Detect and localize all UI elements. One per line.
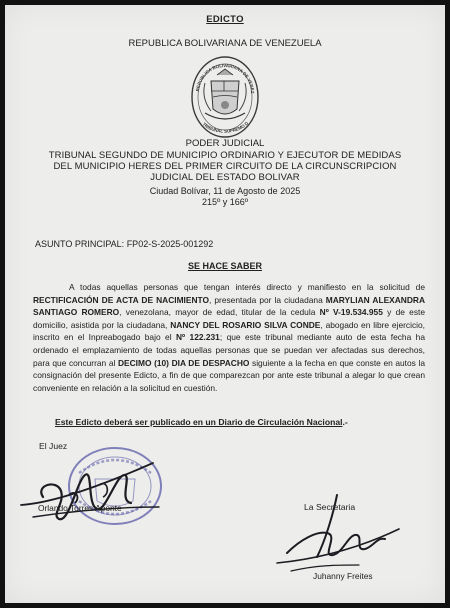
edict-body	[33, 281, 425, 394]
seal-bottom-text: TRIBUNAL SUPREMO D	[201, 120, 250, 134]
body-bold-6: DECIMO (10) DIA DE DESPACHO	[117, 357, 250, 368]
se-hace-saber: SE HACE SABER	[187, 261, 262, 271]
tribunal-line-2: DEL MUNICIPIO HERES DEL PRIMER CIRCUITO DE LA CIRCUNSCRIPCION	[53, 161, 397, 172]
years-line: 215º y 166º	[201, 197, 249, 207]
body-text-4: y de este domicilio, asistida por la ciudadana,	[33, 307, 426, 330]
case-number: ASUNTO PRINCIPAL: FP02-S-2025-001292	[35, 239, 214, 249]
body-text-2: , presentada por la ciudadana	[209, 294, 326, 305]
body-bold-4: NANCY DEL ROSARIO SILVA CONDE	[170, 319, 321, 330]
document-page	[5, 5, 445, 603]
body-bold-3: Nº V-19.534.955	[319, 307, 383, 318]
secretary-name: Juhanny Freites	[313, 571, 373, 581]
document-title: EDICTO	[206, 14, 244, 25]
body-bold-1: RECTIFICACIÓN DE ACTA DE NACIMIENTO	[33, 294, 209, 305]
body-bold-2: MARYLIAN ALEXANDRA SANTIAGO ROMERO	[33, 294, 425, 318]
publication-note	[55, 417, 348, 427]
judge-name: Orlando Torres Aponte	[38, 503, 122, 513]
tribunal-line-1: TRIBUNAL SEGUNDO DE MUNICIPIO ORDINARIO Y EJECUTOR DE MEDIDAS	[48, 150, 402, 161]
secretary-label: La Secretaria	[304, 502, 356, 512]
body-text-5: , abogado en libre ejercicio, inscrito en el Inpreabogado bajo el	[33, 319, 425, 343]
secretary-signature	[267, 485, 417, 580]
judge-signature	[13, 445, 163, 535]
city-date: Ciudad Bolívar, 11 de Agosto de 2025	[149, 186, 301, 196]
body-text-3: , venezolana, mayor de edad, titular de la cedula	[119, 307, 320, 318]
body-text-1: A todas aquellas personas que tengan interés directo y manifiesto en la solicitud de	[69, 282, 425, 292]
national-seal-icon	[189, 53, 261, 139]
tribunal-line-3: JUDICIAL DEL ESTADO BOLIVAR	[150, 172, 300, 183]
poder-heading: PODER JUDICIAL	[185, 138, 265, 149]
republic-heading: REPUBLICA BOLIVARIANA DE VENEZUELA	[128, 38, 322, 49]
body-bold-5: Nº 122.231	[176, 332, 220, 343]
judge-label: El Juez	[39, 441, 68, 451]
seal-top-text: REPUBLICA BOLIVARIANA DE VENEZ	[195, 62, 256, 94]
body-text-6: ; que este tribunal mediante auto de esta fecha ha ordenado el emplazamiento de todas aquellas personas que se puedan ver afectadas sus derechos, para que concurran al	[33, 332, 425, 368]
publication-note-end: .-	[342, 417, 348, 427]
publication-note-text: Este Edicto deberá ser publicado en un Diario de Circulación Nacional	[55, 417, 343, 427]
body-text-7: siguiente a la fecha en que conste en autos la consignación del presente Edicto, a fin de que comparezcan por ante este tribunal a alegar lo que crean conveniente en relación a la solicitud en cuestión.	[33, 357, 425, 393]
